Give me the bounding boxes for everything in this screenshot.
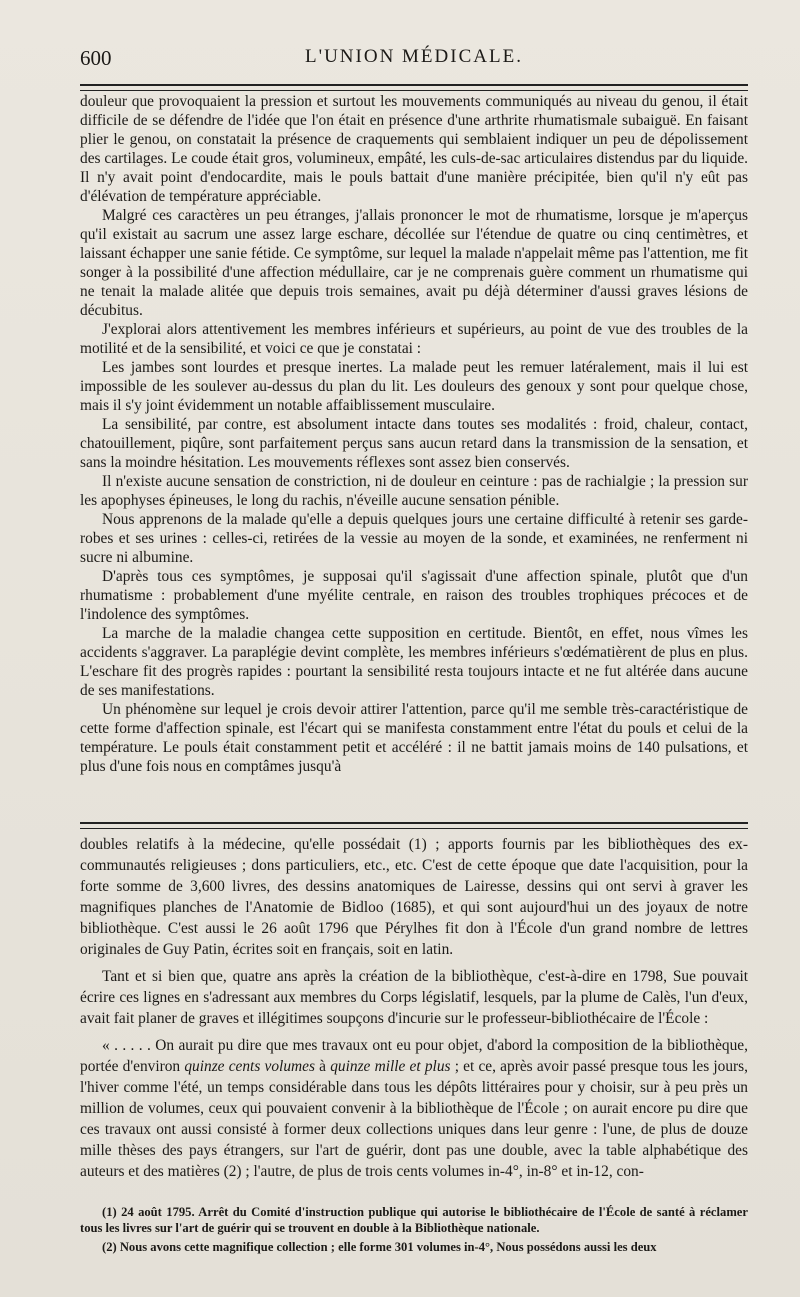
article-paragraph: La sensibilité, par contre, est absolument intacte dans toutes ses modalités : froid, chaleur, contact, chatouillement, piqûre, sont parfaitement perçus sans aucun retard dans la transmission de la sensation, et sans la moindre hésitation. Les mouvements réflexes sont assez bien conservés. (80, 416, 748, 471)
article-paragraph: douleur que provoquaient la pression et surtout les mouvements communiqués au niveau du genou, il était difficile de se défendre de l'idée que l'on était en présence d'une arthrite rhumatismale subaiguë. En faisant plier le genou, on constatait la présence de craquements qui semblaient indiquer un peu de dépolissement des cartilages. Le coude était gros, volumineux, empâté, les culs-de-sac articulaires distendus par du liquide. Il n'y avait point d'endocardite, mais le pouls battait d'une manière précipitée, bien qu'il n'y eût pas d'élévation de température appréciable. (80, 93, 748, 205)
page-header (80, 46, 748, 76)
article-paragraph: D'après tous ces symptômes, je supposai qu'il s'agissait d'une affection spinale, plutôt que d'un rhumatisme : probablement d'une myélite centrale, en raison des troubles trophiques précoces et de l'indolence des symptômes. (80, 568, 748, 623)
article-paragraph: Les jambes sont lourdes et presque inertes. La malade peut les remuer latéralement, mais il lui est impossible de les soulever au-dessus du plan du lit. Les douleurs des genoux y sont pour quelque chose, mais il s'y joint évidemment un notable affaiblissement musculaire. (80, 359, 748, 414)
article-paragraph: Nous apprenons de la malade qu'elle a depuis quelques jours une certaine difficulté à retenir ses garde-robes et ses urines : celles-ci, retirées de la vessie au moyen de la sonde, et examinées, ne renferment ni sucre ni albumine. (80, 511, 748, 566)
quote-text: « . . . . . On aurait pu dire que mes travaux ont eu pour objet, d'abord la composition de la bibliothèque, portée d'environ (80, 1037, 748, 1075)
quote-text: à (314, 1058, 331, 1075)
article-paragraph: La marche de la maladie changea cette supposition en certitude. Bientôt, en effet, nous vîmes les accidents s'aggraver. La paraplégie devint complète, les membres inférieurs s'œdématièrent de plus en plus. L'eschare fit des progrès rapides : pourtant la sensibilité resta toujours intacte et ne fut altérée dans aucune de ses manifestations. (80, 625, 748, 699)
quote-text: ; et ce, après avoir passé presque tous les jours, l'hiver comme l'été, un temps considérable dans tous les dépôts littéraires pour y choisir, sur à peu près un million de volumes, ceux qui pouvaient convenir à la bibliothèque de l'École ; on aurait encore pu dire que ces travaux ont aussi consisté à former deux collections uniques dans leur genre : l'une, de plus de douze mille thèses des pays étrangers, sur l'art de guérir, dont pas une double, avec la table alphabétique des auteurs et des matières (2) ; l'autre, de plus de trois cents volumes in-4°, in-8° et in-12, con- (80, 1058, 749, 1180)
footnote: (2) Nous avons cette magnifique collection ; elle forme 301 volumes in-4°, Nous possédons aussi les deux (102, 1240, 657, 1254)
feuilleton-rule (80, 822, 748, 829)
feuilleton-body (80, 834, 748, 1188)
running-title: L'UNION MÉDICALE. (305, 46, 523, 67)
article-paragraph: Il n'existe aucune sensation de constriction, ni de douleur en ceinture : pas de rachialgie ; la pression sur les apophyses épineuses, le long du rachis, n'éveille aucune sensation pénible. (80, 473, 748, 509)
page-number: 600 (80, 46, 112, 70)
feuilleton-paragraph: Tant et si bien que, quatre ans après la création de la bibliothèque, c'est-à-dire en 1798, Sue pouvait écrire ces lignes en s'adressant aux membres du Corps législatif, lesquels, par la plume de Calès, l'un d'eux, avait fait planer de graves et illégitimes soupçons d'incurie sur le professeur-bibliothécaire de l'École : (80, 968, 748, 1027)
feuilleton-quote (80, 1035, 748, 1182)
footnote: (1) 24 août 1795. Arrêt du Comité d'instruction publique qui autorise le bibliothécaire de l'École de santé à réclamer tous les livres sur l'art de guérir qui se trouvent en double à la Bibliothèque nationale. (80, 1205, 748, 1235)
footnotes (80, 1204, 748, 1258)
article-body (80, 92, 748, 776)
quote-emphasis: quinze cents volumes (184, 1058, 315, 1075)
header-rule (80, 84, 748, 91)
article-paragraph: J'explorai alors attentivement les membres inférieurs et supérieurs, au point de vue des troubles de la motilité et de la sensibilité, et voici ce que je constatai : (80, 321, 748, 357)
feuilleton-paragraph: doubles relatifs à la médecine, qu'elle possédait (1) ; apports fournis par les bibliothèques des ex-communautés religieuses ; dons particuliers, etc., etc. C'est de cette époque que date l'acquisition, pour la forte somme de 3,600 livres, des dessins anatomiques de Lairesse, dessins qui ont servi à graver les magnifiques planches de l'Anatomie de Bidloo (1685), et qui sont aujourd'hui un des joyaux de notre bibliothèque. C'est aussi le 26 août 1796 que Pérylhes fit don à l'École d'un grand nombre de lettres originales de Guy Patin, écrites soit en français, soit en latin. (80, 836, 748, 958)
article-paragraph: Un phénomène sur lequel je crois devoir attirer l'attention, parce qu'il me semble très-caractéristique de cette forme d'affection spinale, est l'écart qui se manifesta constamment entre l'état du pouls et celui de la température. Le pouls était constamment petit et accéléré : il ne battit jamais moins de 140 pulsations, et plus d'une fois nous en comptâmes jusqu'à (80, 701, 748, 775)
article-paragraph: Malgré ces caractères un peu étranges, j'allais prononcer le mot de rhumatisme, lorsque je m'aperçus qu'il existait au sacrum une assez large eschare, décollée sur l'étendue de quatre ou cinq centimètres, et laissant échapper une sanie fétide. Ce symptôme, sur lequel la malade n'appelait même pas l'attention, me fit songer à la possibilité d'une affection médullaire, car je ne comprenais guère comment un rhumatisme qui ne tenait la malade alitée que depuis trois semaines, avait pu déjà déterminer d'aussi graves lésions de décubitus. (80, 207, 748, 319)
quote-emphasis: quinze mille et plus (330, 1058, 451, 1075)
